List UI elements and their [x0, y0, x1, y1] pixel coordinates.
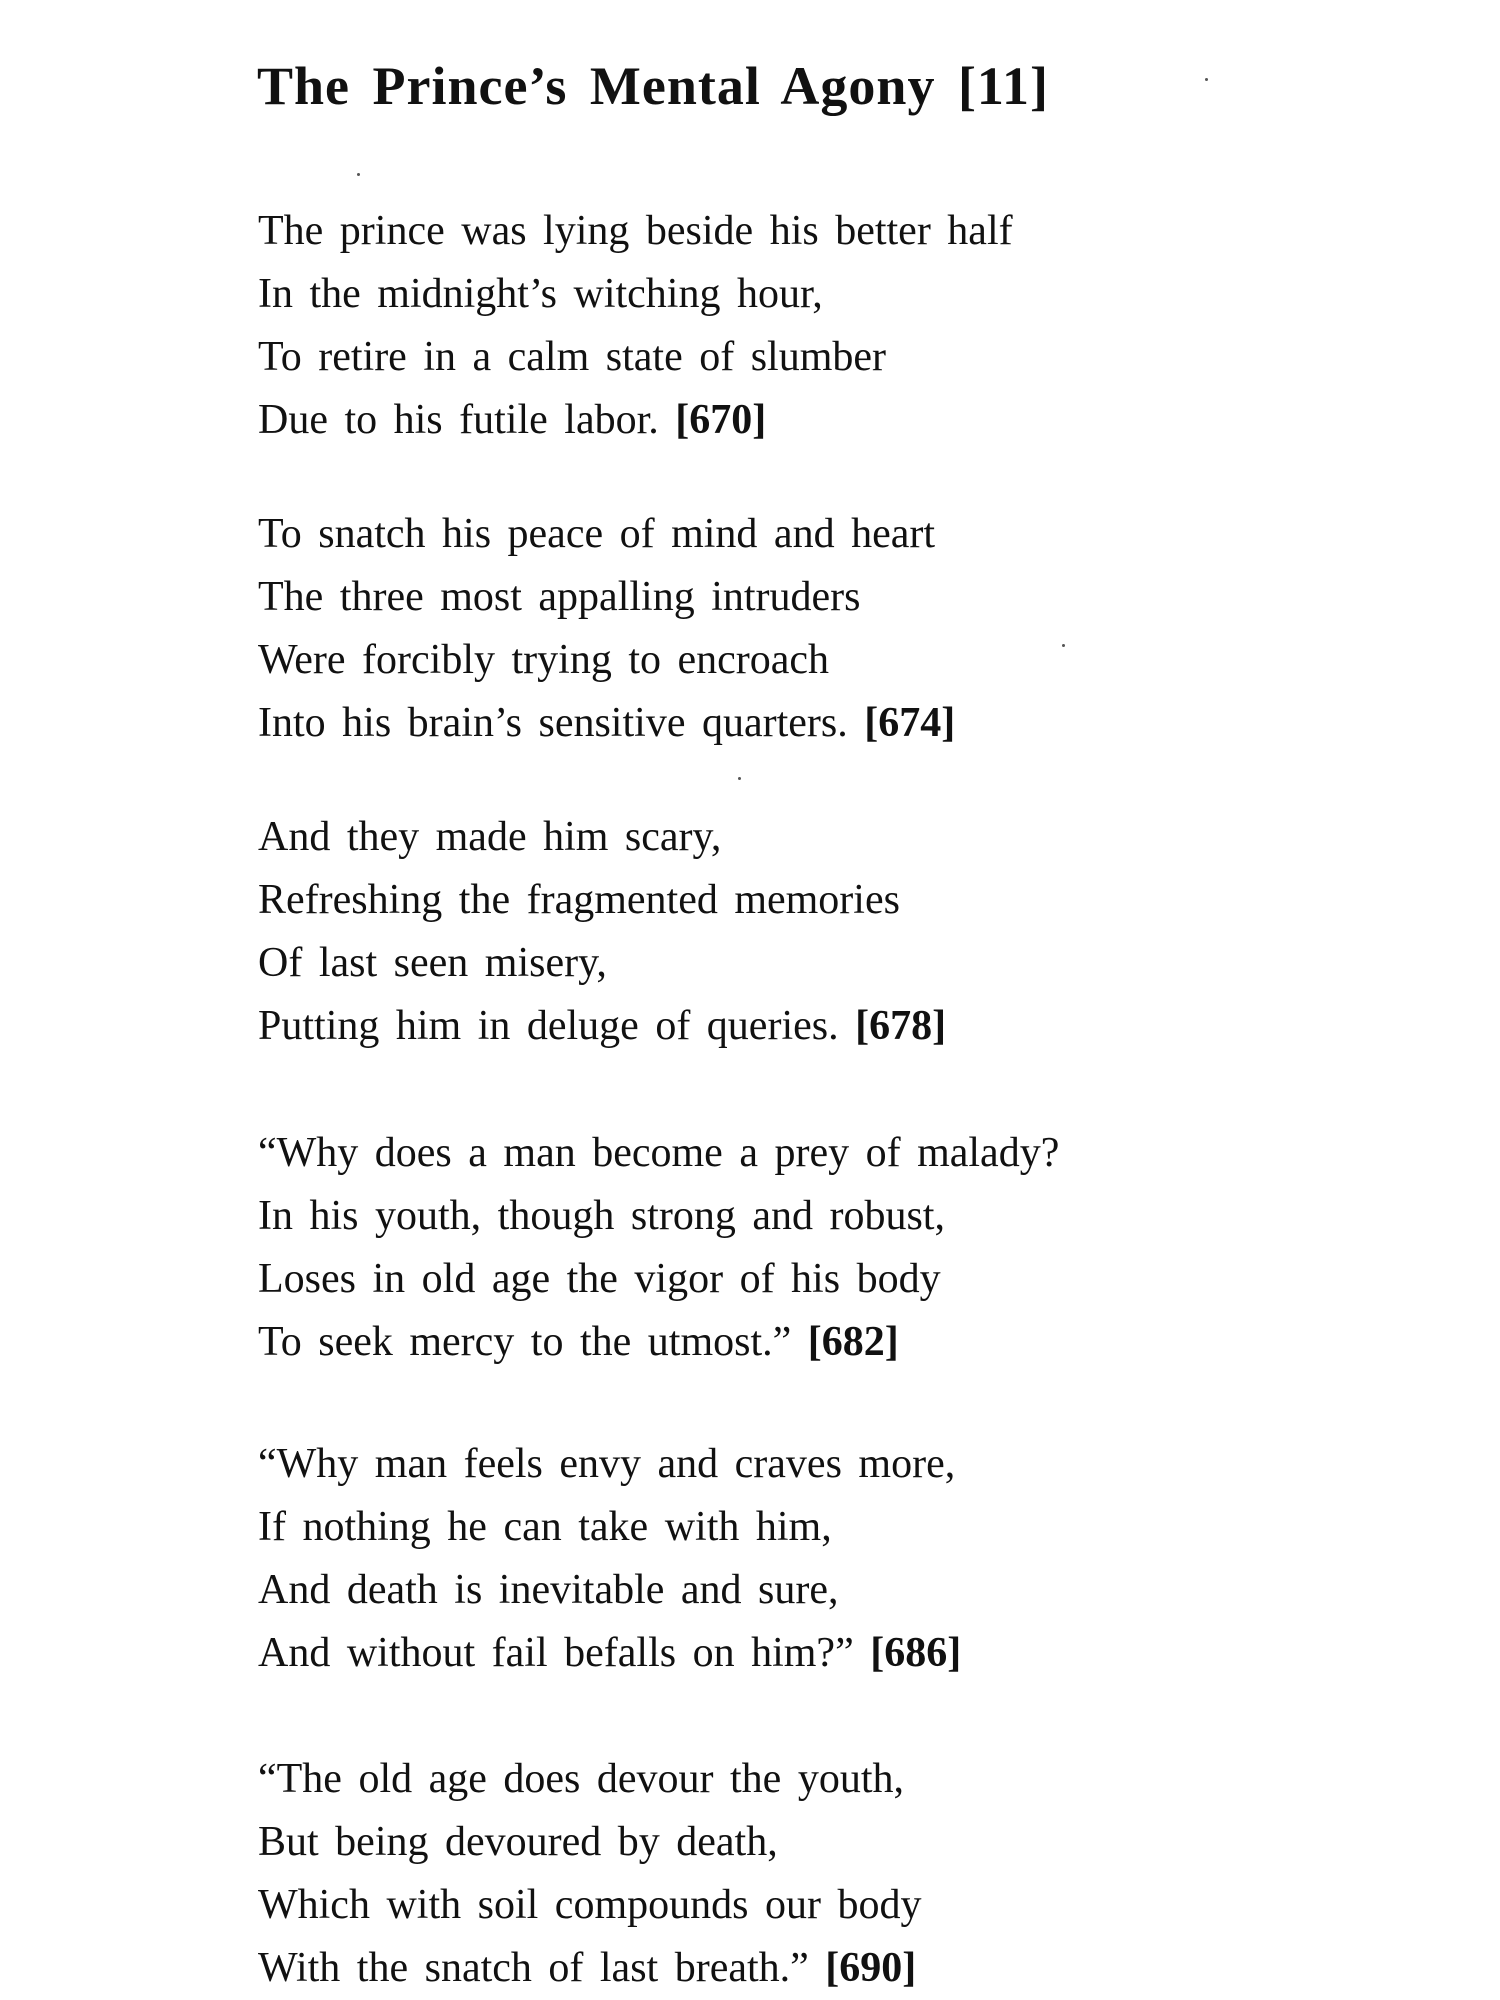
verse-line: If nothing he can take with him, — [258, 1504, 832, 1550]
verse-line — [258, 389, 1438, 452]
scan-speck — [738, 777, 741, 780]
verse-line: The prince was lying beside his better half — [258, 208, 1013, 254]
stanza-4 — [258, 1122, 1438, 1374]
verse-line: “The old age does devour the youth, — [258, 1756, 904, 1802]
verse-text: And without fail befalls on him?” — [258, 1630, 854, 1676]
verse-line: “Why man feels envy and craves more, — [258, 1441, 956, 1487]
scan-speck — [1205, 78, 1208, 81]
verse-line: “Why does a man become a prey of malady? — [258, 1130, 1060, 1176]
verse-line: To retire in a calm state of slumber — [258, 334, 887, 380]
verse-line — [258, 995, 1438, 1058]
verse-text: Due to his futile labor. — [258, 397, 659, 443]
stanza-3 — [258, 806, 1438, 1058]
verse-line: The three most appalling intruders — [258, 574, 861, 620]
stanza-5 — [258, 1433, 1438, 1685]
verse-line — [258, 692, 1438, 755]
verse-text: With the snatch of last breath.” — [258, 1945, 809, 1991]
line-number: [674] — [864, 700, 956, 746]
line-number: [670] — [675, 397, 767, 443]
verse-line: Loses in old age the vigor of his body — [258, 1256, 941, 1302]
verse-line: Were forcibly trying to encroach — [258, 637, 830, 683]
verse-line: Which with soil compounds our body — [258, 1882, 922, 1928]
verse-line: Of last seen misery, — [258, 940, 607, 986]
stanza-1 — [258, 200, 1438, 452]
verse-line — [258, 1622, 1438, 1685]
scan-speck — [1062, 644, 1065, 647]
line-number: [686] — [870, 1630, 962, 1676]
line-number: [682] — [807, 1319, 899, 1365]
verse-line: Refreshing the fragmented memories — [258, 877, 900, 923]
line-number: [690] — [825, 1945, 917, 1991]
stanza-6 — [258, 1748, 1438, 2000]
line-number: [678] — [855, 1003, 947, 1049]
verse-line: And they made him scary, — [258, 814, 722, 860]
poem-title: The Prince’s Mental Agony [11] — [257, 56, 1049, 116]
verse-line — [258, 1311, 1438, 1374]
verse-line: To snatch his peace of mind and heart — [258, 511, 936, 557]
verse-text: Into his brain’s sensitive quarters. — [258, 700, 848, 746]
verse-line: But being devoured by death, — [258, 1819, 778, 1865]
verse-line — [258, 1937, 1438, 2000]
verse-line: And death is inevitable and sure, — [258, 1567, 839, 1613]
verse-line: In the midnight’s witching hour, — [258, 271, 823, 317]
stanza-2 — [258, 503, 1438, 755]
verse-text: To seek mercy to the utmost.” — [258, 1319, 792, 1365]
verse-text: Putting him in deluge of queries. — [258, 1003, 839, 1049]
scan-speck — [357, 173, 360, 176]
verse-line: In his youth, though strong and robust, — [258, 1193, 945, 1239]
